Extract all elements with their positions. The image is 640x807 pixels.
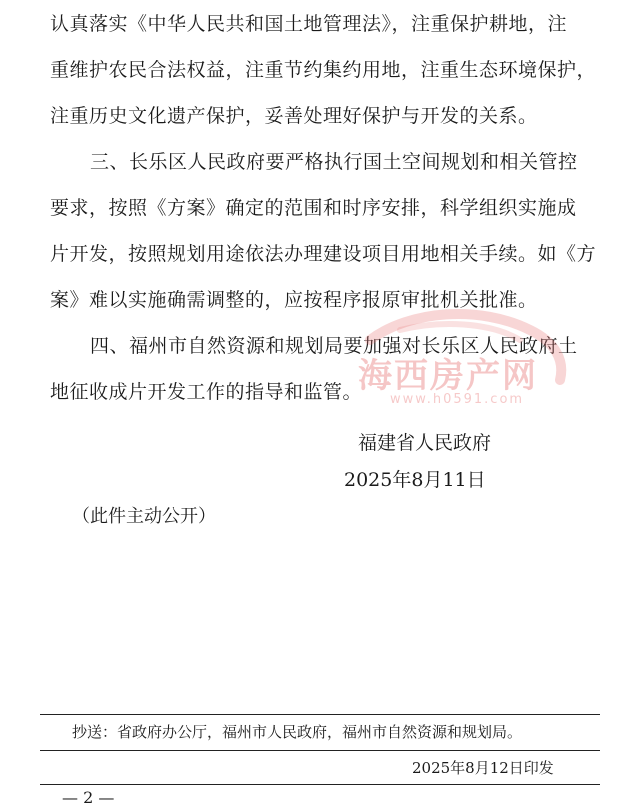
signature-date: 2025年8月11日: [344, 469, 486, 491]
body-line-6: 片开发，按照规划用途依法办理建设项目用地相关手续。如《方: [50, 243, 597, 265]
issued-date: 2025年8月12日印发: [412, 759, 554, 777]
watermark-swoosh-icon: [340, 300, 580, 430]
body-line-8: 四、福州市自然资源和规划局要加强对长乐区人民政府土: [90, 335, 578, 357]
body-line-9: 地征收成片开发工作的指导和监管。: [50, 381, 363, 403]
signature-organization: 福建省人民政府: [358, 432, 492, 454]
body-line-5: 要求，按照《方案》确定的范围和时序安排，科学组织实施成: [50, 197, 577, 219]
page-number: — 2 —: [62, 788, 115, 807]
footer-bottom-rule: [40, 784, 600, 785]
footer-top-rule: [40, 714, 600, 715]
watermark-url: www.h0591.com: [390, 392, 525, 407]
body-line-2: 重维护农民合法权益，注重节约集约用地，注重生态环境保护，: [50, 59, 597, 81]
footer-middle-rule: [40, 750, 600, 751]
cc-line: 抄送：省政府办公厅，福州市人民政府，福州市自然资源和规划局。: [72, 723, 523, 741]
watermark-logo-text: 海西房产网: [358, 356, 538, 396]
body-line-3: 注重历史文化遗产保护，妥善处理好保护与开发的关系。: [50, 105, 538, 127]
body-line-4: 三、长乐区人民政府要严格执行国土空间规划和相关管控: [90, 151, 578, 173]
watermark: [340, 300, 580, 430]
body-line-1: 认真落实《中华人民共和国土地管理法》，注重保护耕地，注: [50, 13, 568, 35]
body-line-7: 案》难以实施确需调整的，应按程序报原审批机关批准。: [50, 289, 538, 311]
disclosure-note: （此件主动公开）: [72, 506, 216, 527]
